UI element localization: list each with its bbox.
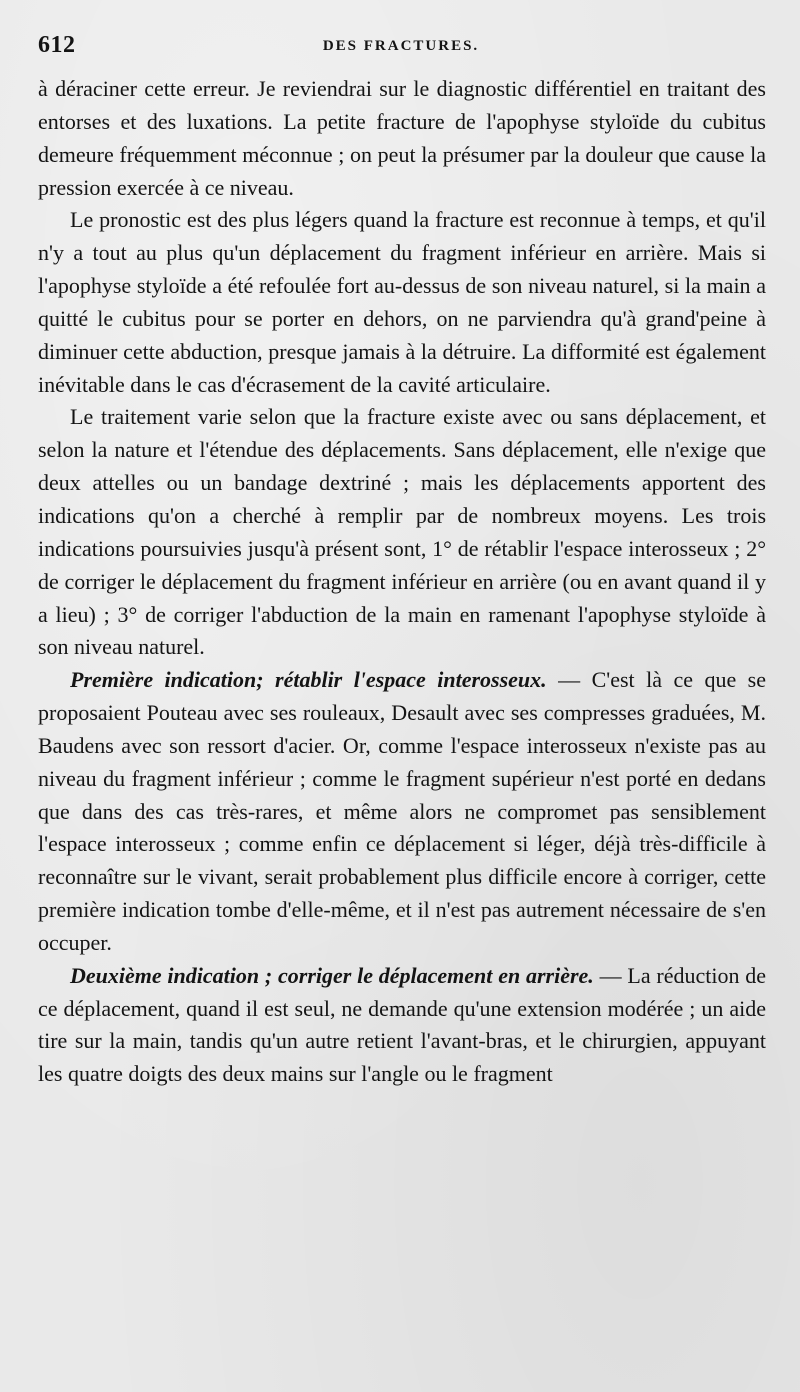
paragraph-traitement [38, 401, 766, 664]
section-lead-italic: Deuxième indication ; corriger le déplacement en arrière. [70, 962, 594, 988]
paragraph-deuxieme-indication [38, 960, 766, 1091]
section-lead-italic: Première indication; rétablir l'espace interosseux. [70, 667, 547, 693]
running-head [38, 30, 764, 62]
paragraph-text: Le traitement varie selon que la fracture existe avec ou sans déplacement, et selon la nature et l'étendue des déplacements. Sans déplacement, elle n'exige que deux attelles ou un bandage dextriné ; mais les déplacements apportent des indications qu'on a cherché à remplir par de nombreux moyens. Les trois indications poursuivies jusqu'à présent sont, 1° de rétablir l'espace interosseux ; 2° de corriger le déplacement du fragment inférieur en arrière (ou en avant quand il y a lieu) ; 3° de corriger l'abduction de la main en ramenant l'apophyse styloïde à son niveau naturel. [38, 404, 766, 660]
paragraph-text: à déraciner cette erreur. Je reviendrai sur le diagnostic différentiel en traitant des entorses et des luxations. La petite fracture de l'apophyse styloïde du cubitus demeure fréquemment méconnue ; on peut la présumer par la douleur que cause la pression exercée à ce niveau. [38, 76, 766, 200]
paragraph-text: — La réduction de ce déplacement, quand il est seul, ne demande qu'une extension modérée ; un aide tire sur la main, tandis qu'un autre retient l'avant-bras, et le chirurgien, appuyant les quatre doigts des deux mains sur l'angle ou le fragment [38, 962, 766, 1087]
paragraph-text: Le pronostic est des plus légers quand la fracture est reconnue à temps, et qu'il n'y a tout au plus qu'un déplacement du fragment inférieur en arrière. Mais si l'apophyse styloïde a été refoulée fort au-dessus de son niveau naturel, si la main a quitté le cubitus pour se porter en dehors, on ne parviendra qu'à grand'peine à diminuer cette abduction, presque jamais à la détruire. La difformité est également inévitable dans le cas d'écrasement de la cavité articulaire. [38, 207, 766, 397]
paragraph-premiere-indication [38, 664, 766, 960]
paragraph-pronostic [38, 204, 766, 401]
running-title: DES FRACTURES. [322, 38, 480, 54]
paragraph-diagnostic [38, 73, 766, 204]
body-text [38, 73, 766, 1091]
paragraph-text: — C'est là ce que se proposaient Pouteau avec ses rouleaux, Desault avec ses compresses graduées, M. Baudens avec son ressort d'acier. Or, comme l'espace interosseux n'existe pas au niveau du fragment inférieur ; comme le fragment supérieur n'est porté en dedans que dans des cas très-rares, et même alors ne compromet pas sensiblement l'espace interosseux ; comme enfin ce déplacement si léger, déjà très-difficile à reconnaître sur le vivant, serait probablement plus difficile encore à corriger, cette première indication tombe d'elle-même, et il n'est pas autrement nécessaire de s'en occuper. [38, 667, 766, 955]
page-number: 612 [38, 32, 76, 58]
